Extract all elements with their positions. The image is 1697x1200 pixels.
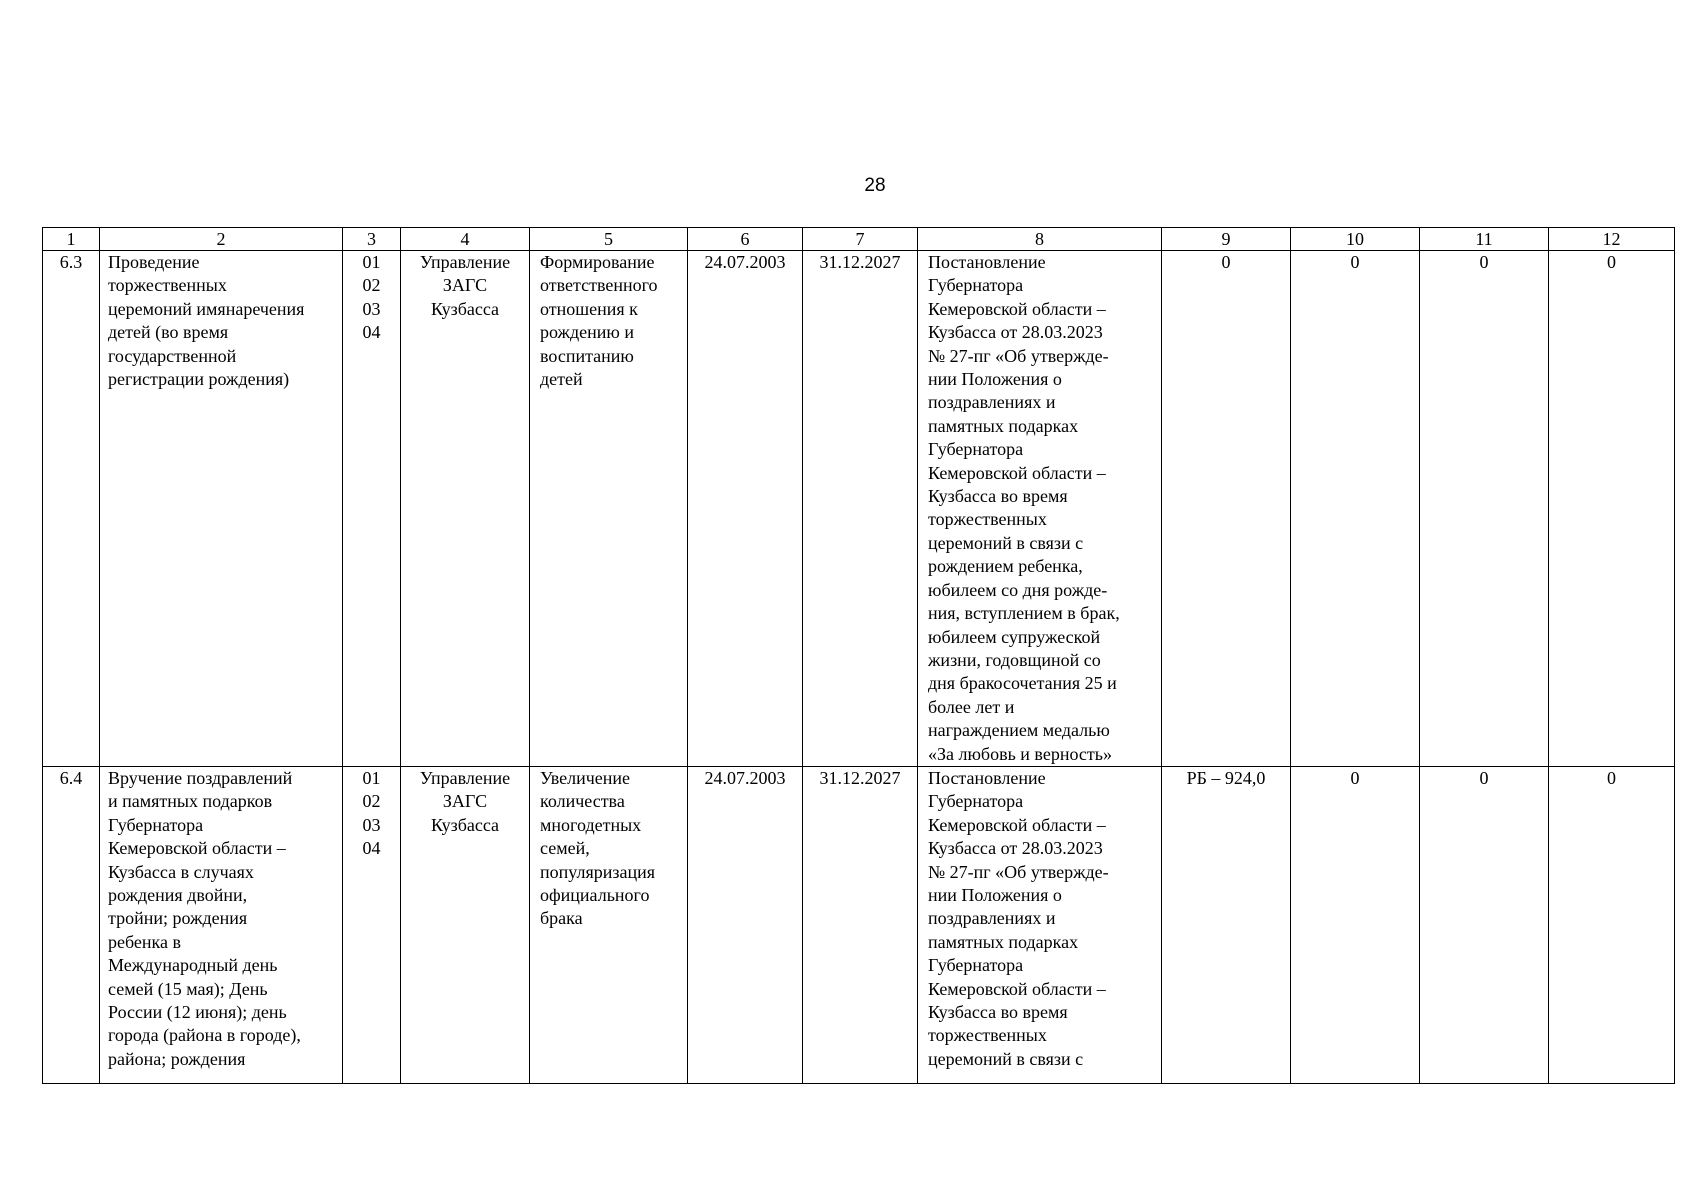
funding-col9: 0 — [1162, 251, 1291, 767]
table-row — [43, 251, 1675, 767]
column-header: 6 — [688, 228, 803, 251]
column-header: 2 — [100, 228, 343, 251]
column-header: 5 — [530, 228, 688, 251]
end-date: 31.12.2027 — [803, 251, 918, 767]
table-row — [43, 766, 1675, 1083]
funding-col11: 0 — [1420, 766, 1549, 1083]
legal-basis: Постановление Губернатора Кемеровской области – Кузбасса от 28.03.2023 № 27-пг «Об утвержде- нии Положения о поздравлениях и памятных подарках Губернатора Кемеровской области – Кузбасса во время торжественных церемоний в связи с рождением ребенка, юбилеем со дня рожде- ния, вступлением в брак, юбилеем супружеской жизни, годовщиной со дня бракосочетания 25 и более лет и награждением медалью «За любовь и верность» — [918, 251, 1162, 767]
funding-col10: 0 — [1291, 766, 1420, 1083]
row-number: 6.4 — [43, 766, 100, 1083]
column-header: 12 — [1549, 228, 1675, 251]
activity-name: Проведение торжественных церемоний имянаречения детей (во время государственной регистрации рождения) — [100, 251, 343, 767]
executor: Управление ЗАГС Кузбасса — [401, 766, 530, 1083]
page-number: 28 — [864, 175, 886, 196]
funding-col11: 0 — [1420, 251, 1549, 767]
column-header: 4 — [401, 228, 530, 251]
column-header: 9 — [1162, 228, 1291, 251]
end-date: 31.12.2027 — [803, 766, 918, 1083]
column-header: 11 — [1420, 228, 1549, 251]
activity-codes: 01 02 03 04 — [343, 251, 401, 767]
start-date: 24.07.2003 — [688, 766, 803, 1083]
expected-result: Увеличение количества многодетных семей, популяризация официального брака — [530, 766, 688, 1083]
expected-result: Формирование ответственного отношения к рождению и воспитанию детей — [530, 251, 688, 767]
funding-col12: 0 — [1549, 766, 1675, 1083]
start-date: 24.07.2003 — [688, 251, 803, 767]
row-number: 6.3 — [43, 251, 100, 767]
table-header-row — [43, 228, 1675, 251]
legal-basis: Постановление Губернатора Кемеровской области – Кузбасса от 28.03.2023 № 27-пг «Об утвержде- нии Положения о поздравлениях и памятных подарках Губернатора Кемеровской области – Кузбасса во время торжественных церемоний в связи с — [918, 766, 1162, 1083]
column-header: 7 — [803, 228, 918, 251]
activity-name: Вручение поздравлений и памятных подарков Губернатора Кемеровской области – Кузбасса в случаях рождения двойни, тройни; рождения ребенка в Международный день семей (15 мая); День России (12 июня); день города (района в городе), района; рождения — [100, 766, 343, 1083]
column-header: 8 — [918, 228, 1162, 251]
funding-col12: 0 — [1549, 251, 1675, 767]
funding-col10: 0 — [1291, 251, 1420, 767]
funding-col9: РБ – 924,0 — [1162, 766, 1291, 1083]
column-header: 3 — [343, 228, 401, 251]
executor: Управление ЗАГС Кузбасса — [401, 251, 530, 767]
column-header: 10 — [1291, 228, 1420, 251]
document-table — [42, 227, 1675, 1084]
column-header: 1 — [43, 228, 100, 251]
activity-codes: 01 02 03 04 — [343, 766, 401, 1083]
